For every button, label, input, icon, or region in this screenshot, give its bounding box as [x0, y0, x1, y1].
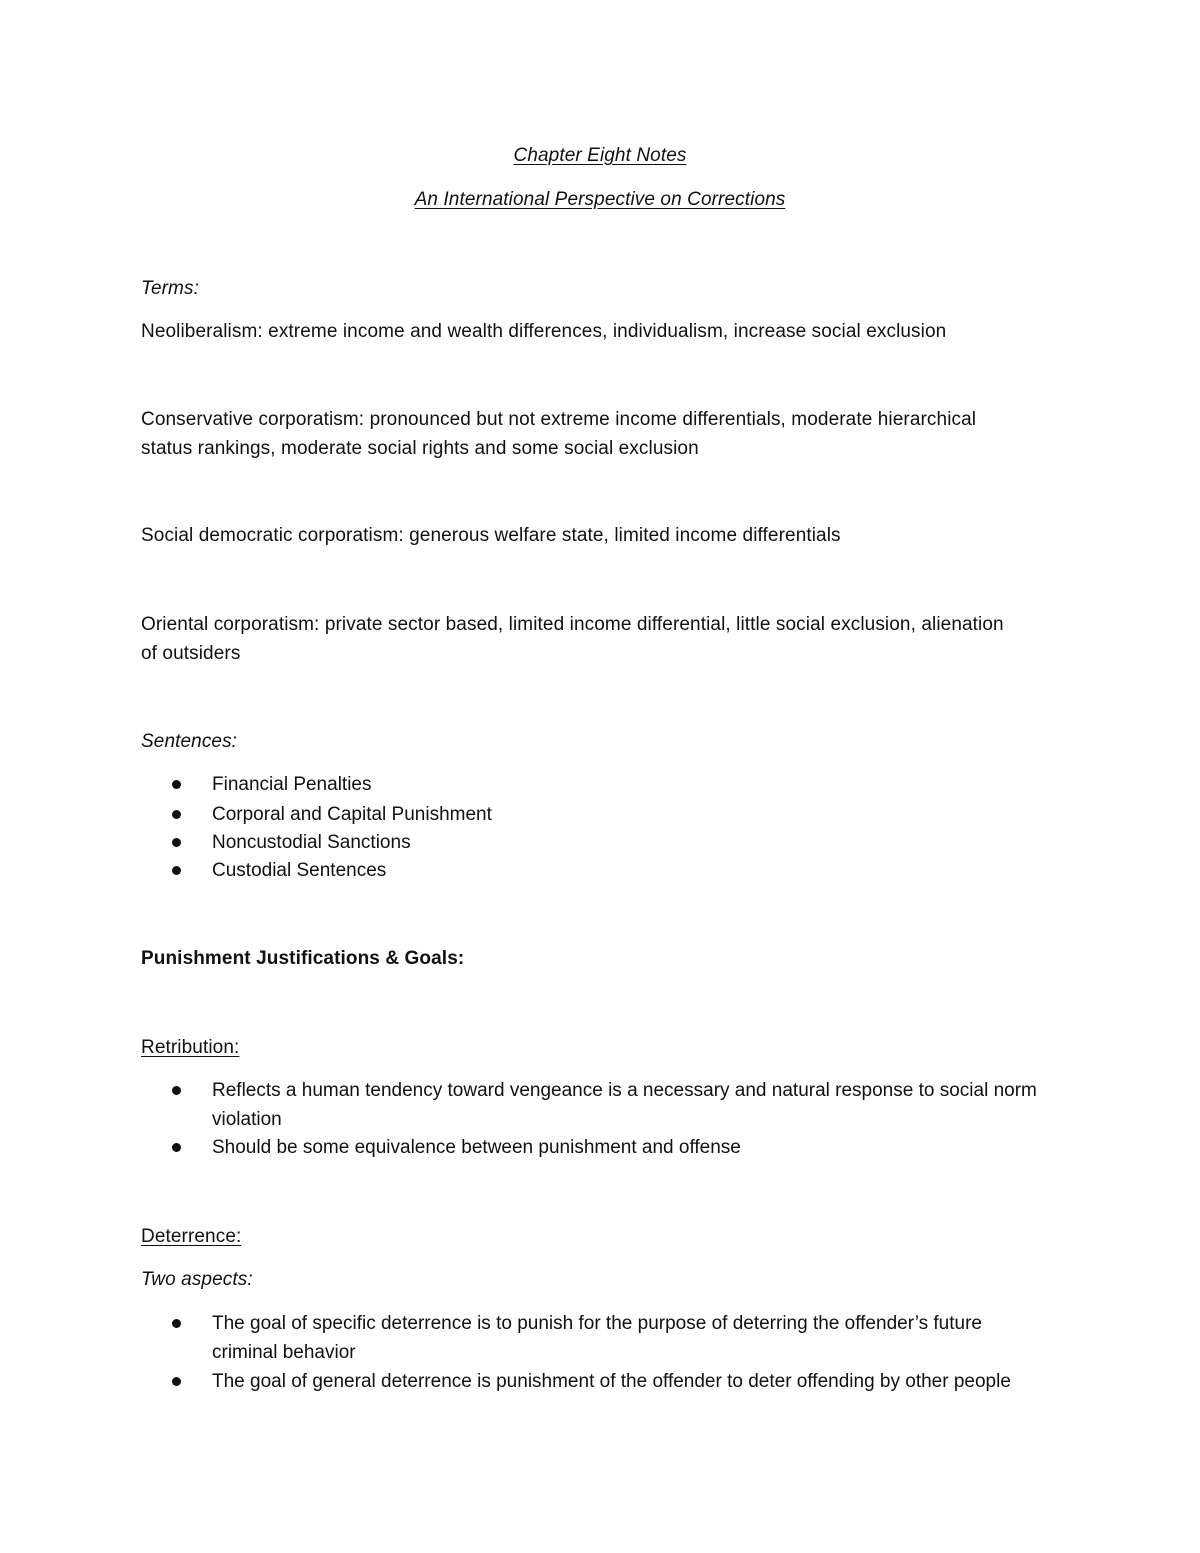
term-oriental-line2: of outsiders: [141, 643, 241, 664]
list-item-text: Financial Penalties: [212, 774, 372, 795]
term-neoliberalism: Neoliberalism: extreme income and wealth differences, individualism, increase social exclusion: [141, 321, 947, 342]
terms-heading: Terms:: [141, 278, 199, 299]
retribution-heading: Retribution:: [141, 1037, 240, 1058]
term-oriental-line1: Oriental corporatism: private sector based, limited income differential, little social exclusion, alienation: [141, 614, 1004, 635]
page-subtitle: An International Perspective on Corrections: [414, 189, 786, 210]
list-item-text: Custodial Sentences: [212, 860, 387, 881]
list-item-continuation: criminal behavior: [212, 1342, 356, 1363]
bullet-icon: [172, 838, 181, 847]
sentences-heading: Sentences:: [141, 731, 238, 752]
bullet-icon: [172, 1377, 181, 1386]
bullet-icon: [172, 1086, 181, 1095]
deterrence-subheading: Two aspects:: [141, 1269, 253, 1290]
list-item-text: The goal of specific deterrence is to punish for the purpose of deterring the offender’s future: [212, 1313, 982, 1334]
bullet-icon: [172, 866, 181, 875]
page-title: Chapter Eight Notes: [513, 145, 687, 166]
deterrence-heading: Deterrence:: [141, 1226, 242, 1247]
bullet-icon: [172, 1143, 181, 1152]
list-item-text: The goal of general deterrence is punishment of the offender to deter offending by other people: [212, 1371, 1011, 1392]
term-conservative-line1: Conservative corporatism: pronounced but not extreme income differentials, moderate hierarchical: [141, 409, 977, 430]
list-item-continuation: violation: [212, 1109, 282, 1130]
list-item-text: Should be some equivalence between punishment and offense: [212, 1137, 741, 1158]
term-conservative-line2: status rankings, moderate social rights and some social exclusion: [141, 438, 699, 459]
bullet-icon: [172, 780, 181, 789]
list-item-text: Corporal and Capital Punishment: [212, 804, 492, 825]
list-item-text: Reflects a human tendency toward vengeance is a necessary and natural response to social norm: [212, 1080, 1037, 1101]
term-social-democratic: Social democratic corporatism: generous welfare state, limited income differentials: [141, 525, 841, 546]
list-item-text: Noncustodial Sanctions: [212, 832, 411, 853]
bullet-icon: [172, 810, 181, 819]
bullet-icon: [172, 1319, 181, 1328]
justifications-heading: Punishment Justifications & Goals:: [141, 948, 465, 969]
